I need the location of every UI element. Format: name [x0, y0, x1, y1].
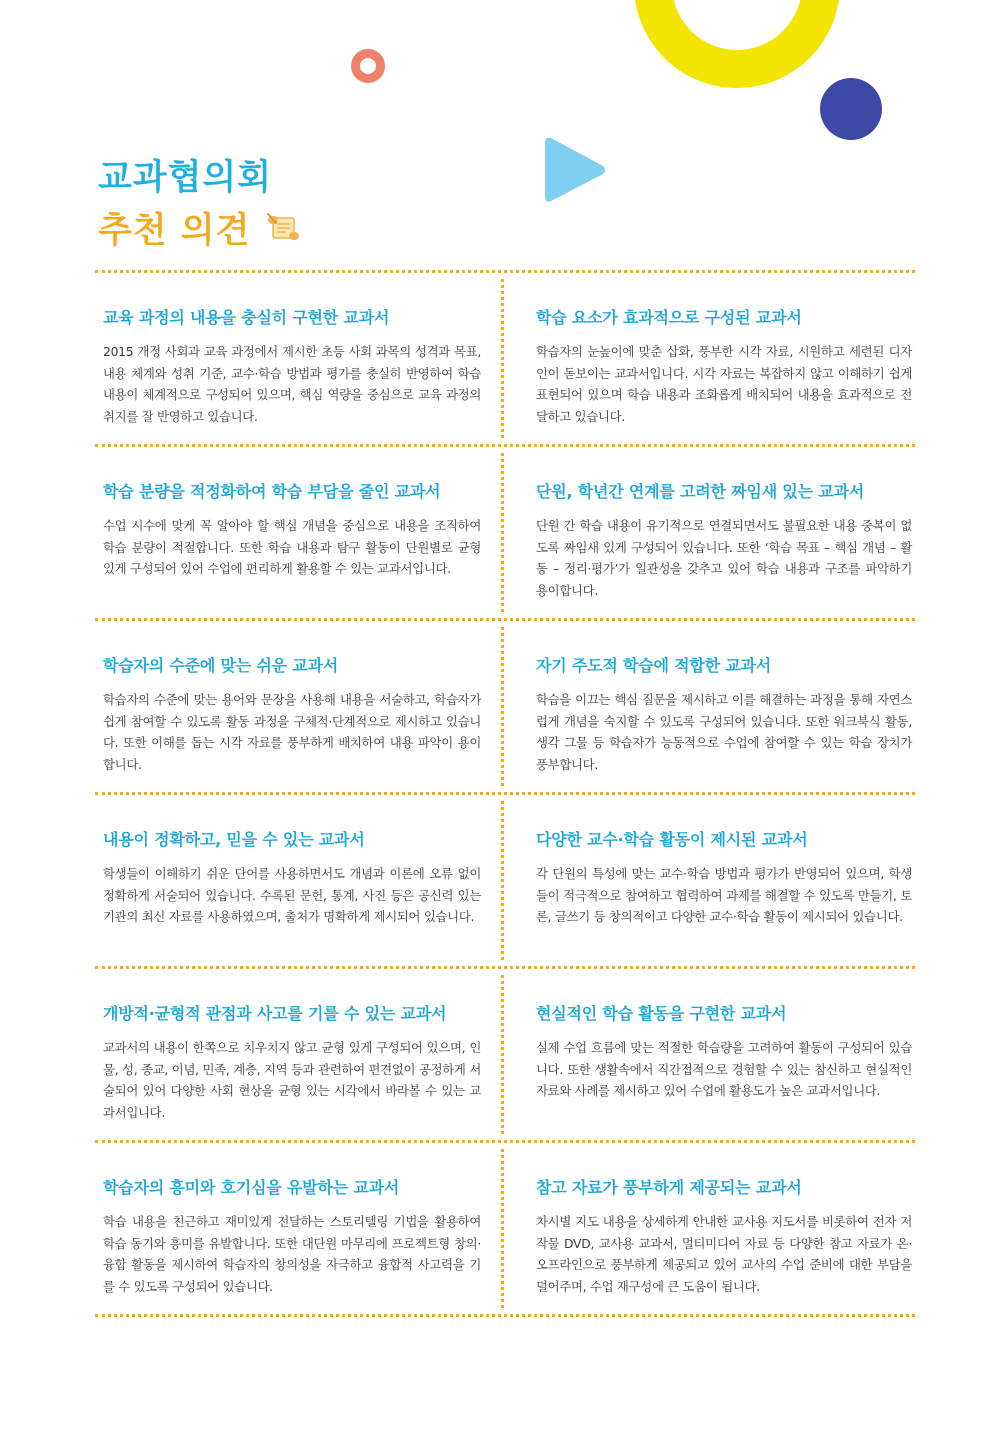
opinion-heading: 개방적·균형적 관점과 사고를 기를 수 있는 교과서 [103, 1004, 447, 1023]
opinion-heading: 학습 분량을 적정화하여 학습 부담을 줄인 교과서 [103, 482, 441, 501]
opinion-body: 차시별 지도 내용을 상세하게 안내한 교사용 지도서를 비롯하여 전자 저작물 DVD, 교사용 교과서, 멀티미디어 자료 등 다양한 참고 자료가 온·오프라인으로 풍부하게 제공되고 있어 교사의 수업 준비에 대한 부담을 덜어주며, 수업 재구성에 큰 도움이 됩니다. [536, 1214, 912, 1294]
opinion-body: 학습자의 수준에 맞는 용어와 문장을 사용해 내용을 서술하고, 학습자가 쉽게 참여할 수 있도록 활동 과정을 구체적·단계적으로 제시하고 있습니다. 또한 이해를 돕는 시각 자료를 풍부하게 배치하여 내용 파악이 용이합니다. [103, 692, 481, 772]
opinion-body: 교과서의 내용이 한쪽으로 치우치지 않고 균형 있게 구성되어 있으며, 인물, 성, 종교, 이념, 민족, 계층, 지역 등과 관련하여 편견없이 공정하게 서술되어 있어 다양한 사회 현상을 균형 있는 시각에서 바라볼 수 있는 교과서입니다. [103, 1040, 481, 1120]
column-divider [501, 975, 504, 1134]
scroll-icon [264, 212, 300, 244]
opinion-body: 2015 개정 사회과 교육 과정에서 제시한 초등 사회 과목의 성격과 목표, 내용 체계와 성취 기준, 교수·학습 방법과 평가를 충실히 반영하여 학습 내용이 체계적으로 구성되어 있으며, 핵심 역량을 중심으로 교육 과정의 취지를 잘 반영하고 있습니다. [103, 344, 481, 424]
column-divider [501, 453, 504, 612]
opinion-body: 학습 내용을 친근하고 재미있게 전달하는 스토리텔링 기법을 활용하여 학습 동기와 흥미를 유발합니다. 또한 대단원 마무리에 프로젝트형 창의·융합 활동을 제시하여 학습자의 창의성을 자극하고 융합적 사고력을 기를 수 있도록 구성되어 있습니다. [103, 1214, 481, 1294]
opinion-item [536, 1175, 912, 1297]
yellow-ring-decoration [634, 0, 840, 88]
opinion-item [103, 653, 481, 775]
opinion-row [95, 1140, 915, 1317]
opinion-body: 수업 시수에 맞게 꼭 알아야 할 핵심 개념을 중심으로 내용을 조직하여 학습 분량이 적절합니다. 또한 학습 내용과 탐구 활동이 단원별로 균형 있게 구성되어 있어 수업에 편리하게 활용할 수 있는 교과서입니다. [103, 518, 481, 576]
opinion-body: 학습자의 눈높이에 맞춘 삽화, 풍부한 시각 자료, 시원하고 세련된 디자인이 돋보이는 교과서입니다. 시각 자료는 복잡하지 않고 이해하기 쉽게 표현되어 있으며 학습 내용과 조화롭게 배치되어 내용을 효과적으로 전달하고 있습니다. [536, 344, 912, 424]
column-divider [501, 627, 504, 786]
opinion-item [536, 653, 912, 775]
opinion-heading: 참고 자료가 풍부하게 제공되는 교과서 [536, 1178, 802, 1197]
opinion-row [95, 618, 915, 792]
column-divider [501, 279, 504, 438]
opinion-heading: 현실적인 학습 활동을 구현한 교과서 [536, 1004, 787, 1023]
opinion-heading: 학습자의 수준에 맞는 쉬운 교과서 [103, 656, 339, 675]
opinion-item [103, 479, 481, 580]
opinion-heading: 자기 주도적 학습에 적합한 교과서 [536, 656, 772, 675]
opinion-row [95, 270, 915, 444]
opinions-grid [95, 270, 915, 1317]
opinion-heading: 교육 과정의 내용을 충실히 구현한 교과서 [103, 308, 390, 327]
opinion-body: 실제 수업 흐름에 맞는 적절한 학습량을 고려하여 활동이 구성되어 있습니다. 또한 생활속에서 직간접적으로 경험할 수 있는 참신하고 현실적인 자료와 사례를 제시하고 있어 수업에 활용도가 높은 교과서입니다. [536, 1040, 912, 1098]
opinion-heading: 단원, 학년간 연계를 고려한 짜임새 있는 교과서 [536, 482, 864, 501]
column-divider [501, 801, 504, 960]
opinion-item [536, 479, 912, 601]
play-triangle-decoration [545, 136, 607, 204]
page-subtitle-text: 추천 의견 [98, 211, 251, 251]
navy-dot-decoration [820, 78, 882, 140]
page-subtitle [98, 203, 300, 253]
opinion-heading: 학습자의 흥미와 호기심을 유발하는 교과서 [103, 1178, 400, 1197]
opinion-heading: 학습 요소가 효과적으로 구성된 교과서 [536, 308, 802, 327]
opinion-body: 단원 간 학습 내용이 유기적으로 연결되면서도 불필요한 내용 중복이 없도록 짜임새 있게 구성되어 있습니다. 또한 ‘학습 목표 – 핵심 개념 – 활동 – 정리·평가’가 일관성을 갖추고 있어 학습 내용과 구조를 파악하기 용이합니다. [536, 518, 912, 598]
opinion-item [103, 827, 481, 928]
opinion-item [103, 305, 481, 427]
column-divider [501, 1149, 504, 1308]
opinion-item [103, 1001, 481, 1123]
coral-ring-decoration [351, 49, 385, 83]
opinion-item [103, 1175, 481, 1297]
opinion-item [536, 1001, 912, 1102]
opinion-body: 각 단원의 특성에 맞는 교수·학습 방법과 평가가 반영되어 있으며, 학생들이 적극적으로 참여하고 협력하여 과제를 해결할 수 있도록 만들기, 토론, 글쓰기 등 창의적이고 다양한 교수·학습 활동이 제시되어 있습니다. [536, 866, 912, 924]
opinion-row [95, 444, 915, 618]
opinion-row [95, 966, 915, 1140]
opinion-item [536, 305, 912, 427]
opinion-body: 학습을 이끄는 핵심 질문을 제시하고 이를 해결하는 과정을 통해 자연스럽게 개념을 숙지할 수 있도록 구성되어 있습니다. 또한 워크북식 활동, 생각 그물 등 학습자가 능동적으로 수업에 참여할 수 있는 학습 장치가 풍부합니다. [536, 692, 912, 772]
page-title: 교과협의회 [98, 158, 273, 198]
opinion-item [536, 827, 912, 928]
opinion-heading: 다양한 교수·학습 활동이 제시된 교과서 [536, 830, 808, 849]
opinion-heading: 내용이 정확하고, 믿을 수 있는 교과서 [103, 830, 365, 849]
opinion-body: 학생들이 이해하기 쉬운 단어를 사용하면서도 개념과 이론에 오류 없이 정확하게 서술되어 있습니다. 수록된 문헌, 통계, 사진 등은 공신력 있는 기관의 최신 자료를 사용하였으며, 출처가 명확하게 제시되어 있습니다. [103, 866, 481, 924]
opinion-row [95, 792, 915, 966]
